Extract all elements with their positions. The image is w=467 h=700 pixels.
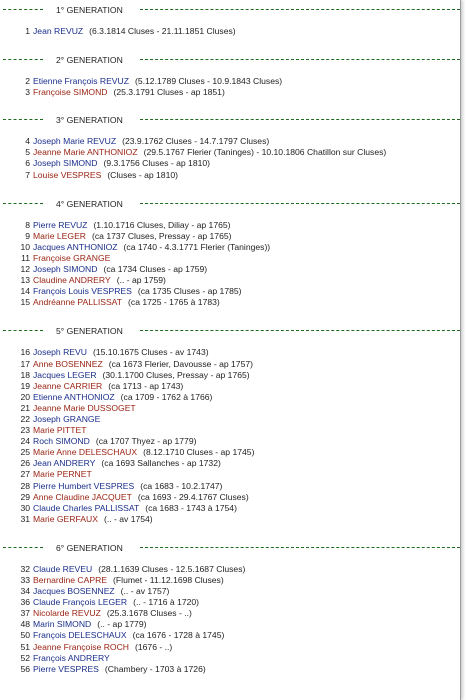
generation-header: [0, 542, 460, 554]
person-name: Anne BOSENNEZ: [33, 358, 103, 369]
person-name: Claude REVEU: [33, 563, 93, 574]
ancestor-entry: [0, 147, 460, 158]
ancestor-entry: [0, 242, 460, 253]
generation-title: 2° GENERATION: [56, 55, 123, 66]
sosa-number: 12: [20, 264, 30, 275]
ancestor-entry: [0, 664, 460, 675]
sosa-number: 23: [20, 425, 30, 436]
person-name: Jacques BOSENNEZ: [33, 586, 115, 597]
sosa-number: 21: [20, 402, 30, 413]
life-dates: (ca 1707 Thyez - ap 1779): [95, 436, 197, 447]
sosa-number: 36: [20, 597, 30, 608]
sosa-number: 6: [25, 158, 30, 169]
dashed-rule-left: [3, 9, 43, 10]
person-name: Jeanne CARRIER: [33, 380, 103, 391]
life-dates: (5.12.1789 Cluses - 10.9.1843 Cluses): [135, 76, 283, 87]
person-name: Marie PITTET: [33, 425, 87, 436]
ancestor-entry: [0, 481, 460, 492]
person-name: Claudine ANDRERY: [33, 275, 111, 286]
person-name: Jean ANDRERY: [33, 458, 96, 469]
person-name: Etienne François REVUZ: [33, 76, 129, 87]
dashed-rule-left: [3, 547, 43, 548]
sosa-number: 27: [20, 469, 30, 480]
person-name: Pierre VESPRES: [33, 663, 99, 674]
life-dates: (ca 1709 - 1762 à 1766): [120, 391, 213, 402]
life-dates: (25.3.1678 Cluses - ..): [106, 608, 192, 619]
sosa-number: 22: [20, 413, 30, 424]
person-name: Joseph GRANGE: [33, 413, 101, 424]
ancestor-entry: [0, 608, 460, 619]
life-dates: (30.1.1700 Cluses, Pressay - ap 1765): [102, 369, 250, 380]
ancestor-entry: [0, 359, 460, 370]
life-dates: (1.10.1716 Cluses, Diliay - ap 1765): [93, 219, 231, 230]
life-dates: (ca 1673 Flerier, Davousse - ap 1757): [108, 358, 253, 369]
person-name: François Louis VESPRES: [33, 286, 132, 297]
sosa-number: 24: [20, 436, 30, 447]
person-name: François DELESCHAUX: [33, 630, 127, 641]
person-name: Bernardine CAPRE: [33, 575, 108, 585]
sosa-number: 20: [20, 391, 30, 402]
person-name: Roch SIMOND: [33, 436, 90, 447]
dashed-rule-left: [3, 119, 43, 120]
dashed-rule-right: [140, 119, 460, 120]
person-name: François ANDRERY: [33, 652, 110, 663]
sosa-number: 5: [25, 147, 30, 158]
person-name: Etienne ANTHONIOZ: [33, 391, 115, 402]
person-name: Pierre Humbert VESPRES: [33, 480, 135, 491]
life-dates: (Cluses - ap 1810): [107, 169, 179, 180]
life-dates: (Chambery - 1703 à 1726): [104, 663, 206, 674]
life-dates: (1676 - ..): [135, 641, 173, 652]
ancestor-entry: [0, 392, 460, 403]
life-dates: (ca 1713 - ap 1743): [108, 380, 184, 391]
sosa-number: 2: [25, 76, 30, 87]
person-name: Marin SIMOND: [33, 619, 92, 630]
person-name: Jean REVUZ: [33, 26, 84, 36]
sosa-number: 7: [25, 169, 30, 180]
ancestor-entry: [0, 469, 460, 480]
sosa-number: 4: [25, 136, 30, 147]
generation-section: [0, 198, 460, 309]
life-dates: (.. - ap 1759): [116, 275, 166, 286]
dashed-rule-right: [140, 59, 460, 60]
person-name: Nicolarde REVUZ: [33, 608, 101, 619]
generation-section: [0, 325, 460, 525]
generation-section: [0, 54, 460, 98]
life-dates: (ca 1740 - 4.3.1771 Flerier (Taninges)): [123, 241, 271, 252]
ancestor-entry: [0, 347, 460, 358]
sosa-number: 1: [25, 26, 30, 36]
ancestor-entry: [0, 642, 460, 653]
generation-title: 3° GENERATION: [56, 115, 123, 126]
ancestor-entry: [0, 575, 460, 586]
person-name: Jacques ANTHONIOZ: [33, 241, 118, 252]
life-dates: (ca 1693 - 29.4.1767 Cluses): [137, 491, 249, 502]
life-dates: (ca 1693 Sallanches - ap 1732): [101, 458, 221, 469]
person-name: Marie PERNET: [33, 469, 92, 480]
ancestor-entry: [0, 381, 460, 392]
ancestor-entry: [0, 275, 460, 286]
dashed-rule-left: [3, 203, 43, 204]
life-dates: (28.1.1639 Cluses - 12.5.1687 Cluses): [98, 563, 246, 574]
sosa-number: 19: [20, 380, 30, 391]
person-name: Louise VESPRES: [33, 169, 102, 180]
life-dates: (6.3.1814 Cluses - 21.11.1851 Cluses): [89, 26, 236, 36]
sosa-number: 14: [20, 286, 30, 297]
generation-header: [0, 198, 460, 210]
sosa-number: 29: [20, 491, 30, 502]
sosa-number: 15: [20, 297, 30, 308]
ancestor-entry: [0, 630, 460, 641]
person-name: Joseph REVU: [33, 347, 87, 358]
sosa-number: 26: [20, 458, 30, 469]
sosa-number: 32: [20, 563, 30, 574]
ancestor-entry: [0, 586, 460, 597]
sosa-number: 11: [21, 252, 30, 263]
generation-title: 4° GENERATION: [56, 198, 123, 209]
ancestor-entry: [0, 170, 460, 181]
ancestor-entry: [0, 231, 460, 242]
generation-header: [0, 54, 460, 66]
life-dates: (9.3.1756 Cluses - ap 1810): [103, 158, 211, 169]
generation-title: 1° GENERATION: [56, 5, 123, 15]
sosa-number: 9: [25, 230, 30, 241]
ancestor-entry: [0, 297, 460, 308]
person-name: Marie Anne DELESCHAUX: [33, 447, 138, 458]
sosa-number: 48: [20, 619, 30, 630]
ancestor-entry: [0, 458, 460, 469]
ancestor-entry: [0, 403, 460, 414]
life-dates: (ca 1683 - 1743 à 1754): [145, 502, 237, 513]
life-dates: (ca 1735 Cluses - ap 1785): [137, 286, 242, 297]
life-dates: (ca 1683 - 10.2.1747): [140, 480, 223, 491]
ancestor-entry: [0, 158, 460, 169]
ancestor-entry: [0, 370, 460, 381]
person-name: Pierre REVUZ: [33, 219, 88, 230]
sosa-number: 25: [20, 447, 30, 458]
ancestor-entry: [0, 253, 460, 264]
ancestor-entry: [0, 26, 460, 37]
generation-section: [0, 114, 460, 180]
person-name: Joseph Marie REVUZ: [33, 136, 117, 147]
person-name: Marie LEGER: [33, 230, 87, 241]
person-name: Claude François LEGER: [33, 597, 128, 608]
sosa-number: 10: [20, 241, 30, 252]
ancestor-entry: [0, 619, 460, 630]
sosa-number: 8: [25, 219, 30, 230]
person-name: Joseph SIMOND: [33, 264, 98, 275]
sosa-number: 18: [20, 369, 30, 380]
ancestor-entry: [0, 425, 460, 436]
person-name: Françoise GRANGE: [33, 252, 111, 263]
sosa-number: 52: [20, 652, 30, 663]
ancestor-entry: [0, 136, 460, 147]
life-dates: (.. - 1716 à 1720): [133, 597, 200, 608]
life-dates: (15.10.1675 Cluses - av 1743): [92, 347, 209, 358]
dashed-rule-left: [3, 330, 43, 331]
ancestor-entry: [0, 76, 460, 87]
dashed-rule-right: [140, 330, 460, 331]
person-name: Jeanne Françoise ROCH: [33, 641, 130, 652]
ancestor-entry: [0, 514, 460, 525]
dashed-rule-right: [140, 9, 460, 10]
person-name: Françoise SIMOND: [33, 87, 108, 98]
ancestor-entry: [0, 653, 460, 664]
sosa-number: 51: [20, 641, 30, 652]
life-dates: (Flumet - 11.12.1698 Cluses): [113, 575, 224, 585]
life-dates: (29.5.1767 Flerier (Taninges) - 10.10.1806 Chatillon sur Cluses): [143, 147, 387, 158]
person-name: Jeanne Marie ANTHONIOZ: [33, 147, 138, 158]
sosa-number: 13: [20, 275, 30, 286]
generation-title: 6° GENERATION: [56, 542, 123, 553]
generation-header: [0, 325, 460, 337]
sosa-number: 34: [20, 586, 30, 597]
sosa-number: 50: [20, 630, 30, 641]
sosa-number: 33: [20, 575, 30, 585]
sosa-number: 37: [20, 608, 30, 619]
person-name: Jacques LEGER: [33, 369, 97, 380]
ancestor-entry: [0, 447, 460, 458]
ancestor-entry: [0, 264, 460, 275]
life-dates: (25.3.1791 Cluses - ap 1851): [113, 87, 225, 98]
ancestor-entry: [0, 564, 460, 575]
ancestor-entry: [0, 597, 460, 608]
ancestor-entry: [0, 286, 460, 297]
life-dates: (.. - av 1757): [120, 586, 170, 597]
life-dates: (.. - ap 1779): [97, 619, 147, 630]
generation-section: [0, 542, 460, 675]
sosa-number: 17: [20, 358, 30, 369]
sosa-number: 31: [20, 513, 30, 524]
ancestor-entry: [0, 87, 460, 98]
person-name: Andréanne PALLISSAT: [33, 297, 123, 308]
life-dates: (ca 1737 Cluses, Pressay - ap 1765): [92, 230, 232, 241]
person-name: Marie GERFAUX: [33, 513, 98, 524]
life-dates: (ca 1725 - 1765 à 1783): [128, 297, 220, 308]
sosa-number: 3: [25, 87, 30, 98]
sosa-number: 56: [20, 663, 30, 674]
generation-title: 5° GENERATION: [56, 326, 123, 337]
ancestor-entry: [0, 220, 460, 231]
ancestor-entry: [0, 492, 460, 503]
dashed-rule-right: [140, 547, 460, 548]
person-name: Jeanne Marie DUSSOGET: [33, 402, 136, 413]
person-name: Joseph SIMOND: [33, 158, 98, 169]
sosa-number: 16: [20, 347, 30, 358]
life-dates: (.. - av 1754): [103, 513, 153, 524]
person-name: Claude Charles PALLISSAT: [33, 502, 140, 513]
ancestor-entry: [0, 436, 460, 447]
generation-header: [0, 4, 460, 16]
generation-section: [0, 4, 460, 37]
sosa-number: 28: [20, 480, 30, 491]
sosa-number: 30: [20, 502, 30, 513]
life-dates: (8.12.1710 Cluses - ap 1745): [143, 447, 255, 458]
dashed-rule-right: [140, 203, 460, 204]
person-name: Anne Claudine JACQUET: [33, 491, 132, 502]
life-dates: (23.9.1762 Cluses - 14.7.1797 Cluses): [122, 136, 270, 147]
generation-header: [0, 114, 460, 126]
life-dates: (ca 1676 - 1728 à 1745): [132, 630, 225, 641]
life-dates: (ca 1734 Cluses - ap 1759): [103, 264, 208, 275]
ancestor-entry: [0, 414, 460, 425]
ancestor-entry: [0, 503, 460, 514]
dashed-rule-left: [3, 59, 43, 60]
